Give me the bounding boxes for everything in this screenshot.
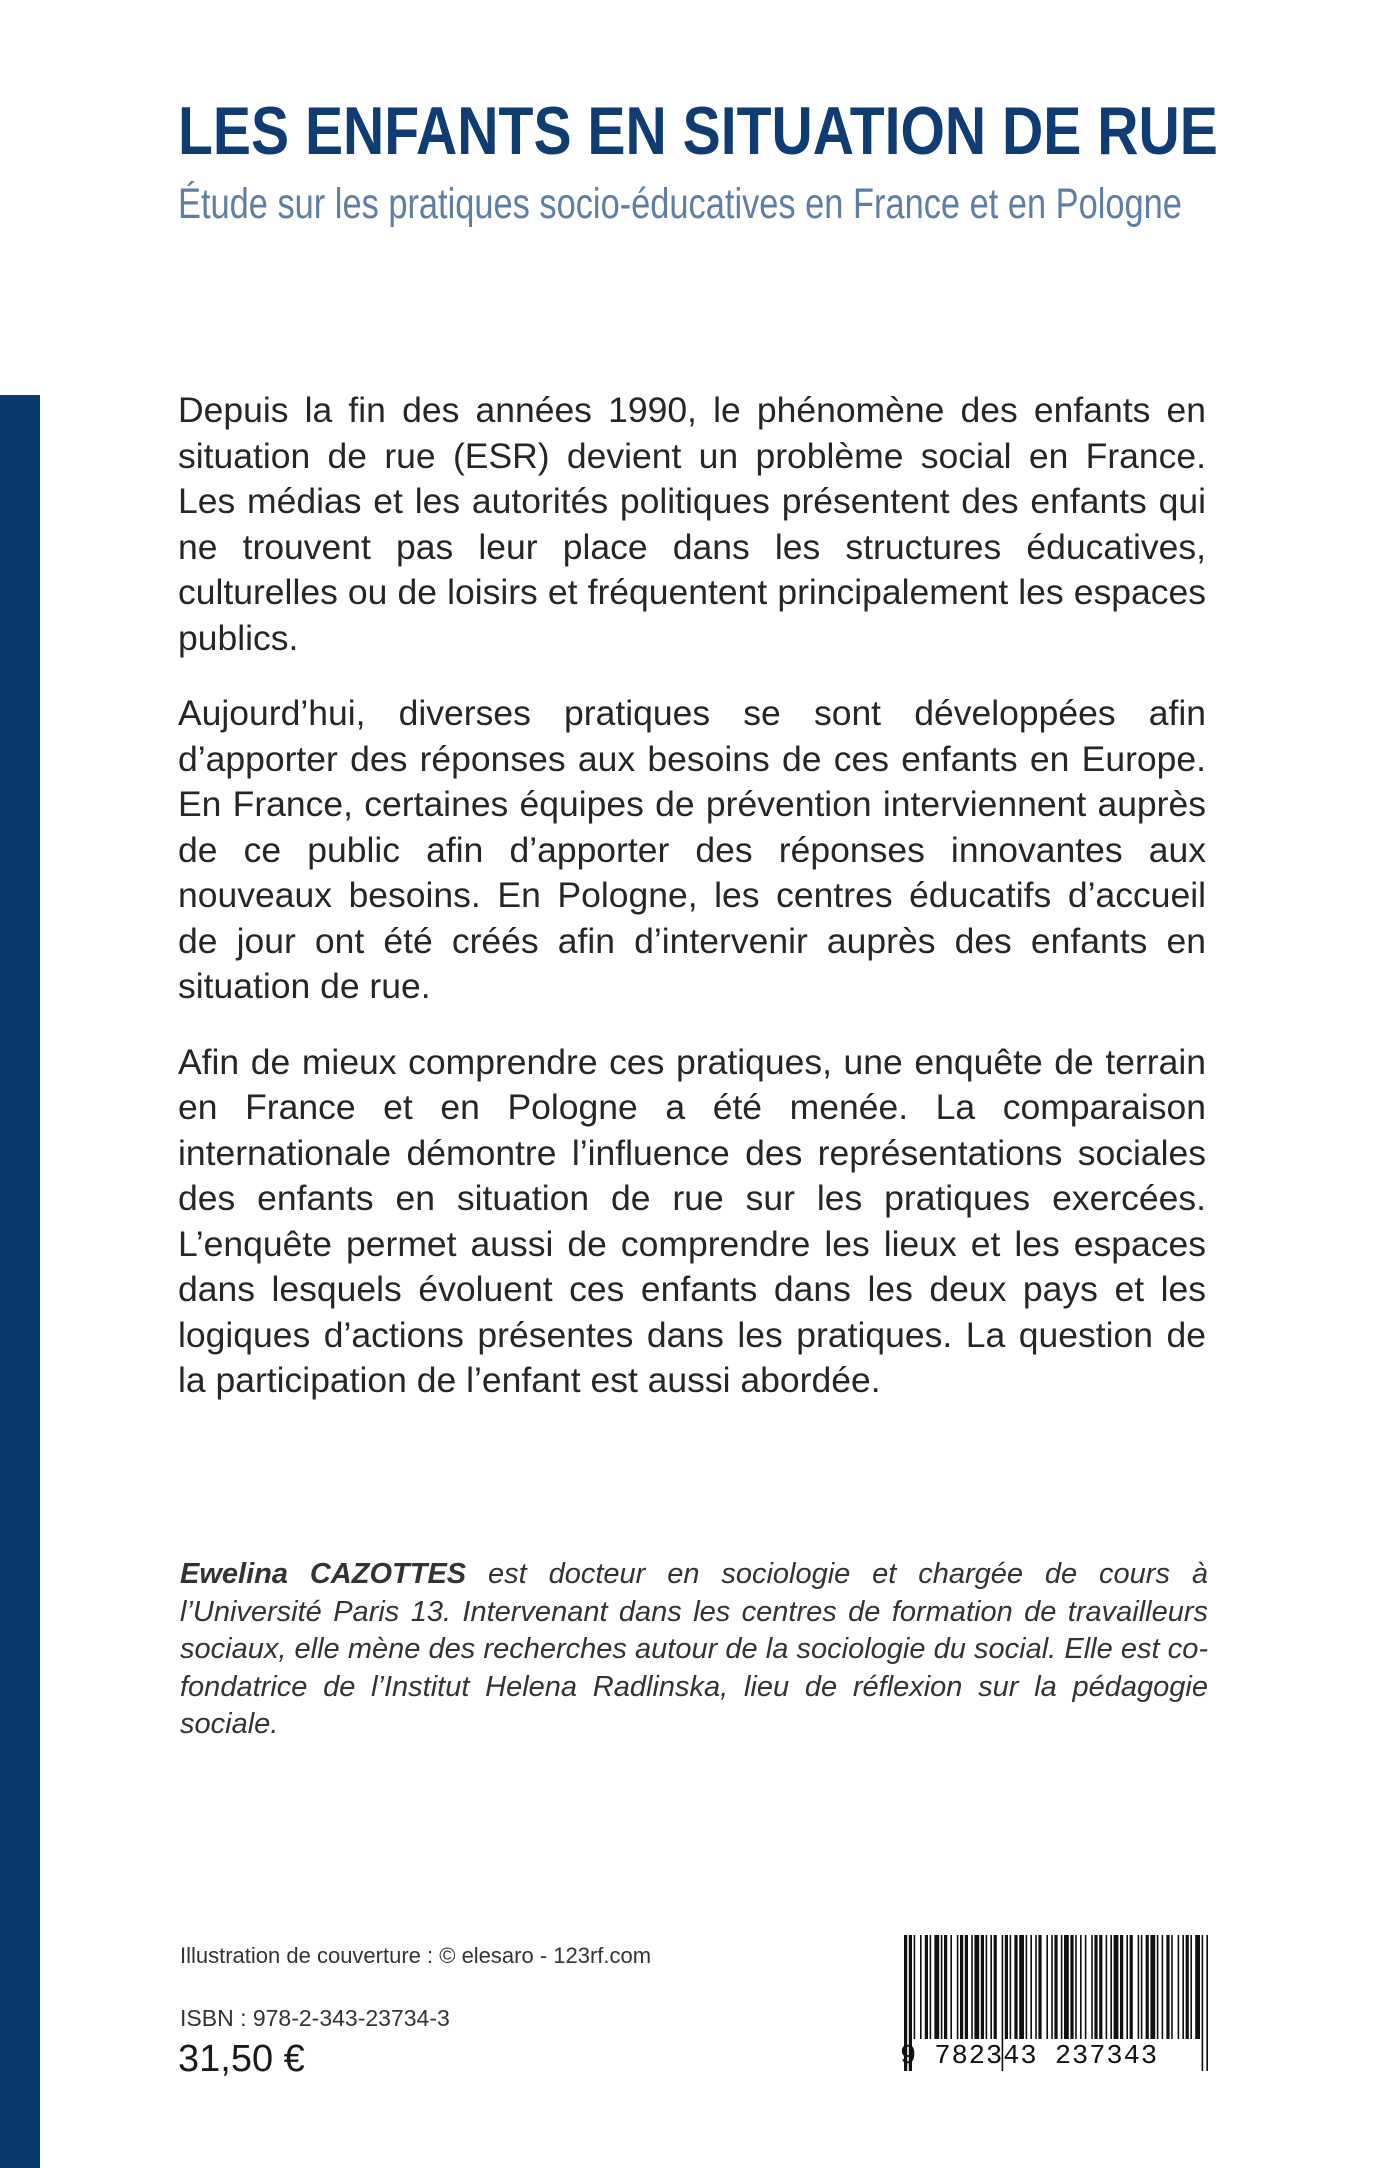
barcode-bar	[1091, 1935, 1093, 2039]
barcode-bar	[925, 1935, 928, 2039]
barcode-bar	[974, 1935, 979, 2039]
barcode-bar	[1051, 1935, 1053, 2039]
barcode-bar	[1195, 1935, 1200, 2039]
barcode-bar	[1190, 1935, 1192, 2039]
barcode-bar	[1150, 1935, 1155, 2039]
barcode-bar	[1030, 1935, 1032, 2039]
cover-illustration-credit: Illustration de couverture : © elesaro - 123rf.com	[180, 1943, 652, 1968]
barcode-bar	[1110, 1935, 1112, 2039]
barcode-bar	[990, 1935, 992, 2039]
barcode-bar	[1085, 1935, 1087, 2039]
barcode-bar	[1035, 1935, 1037, 2039]
barcode-bar	[1166, 1935, 1169, 2039]
price: 31,50 €	[178, 2038, 305, 2080]
barcode-bar	[934, 1935, 939, 2039]
barcode-bar	[930, 1935, 932, 2039]
barcode-bar	[981, 1935, 984, 2039]
barcode-bar	[1099, 1935, 1102, 2039]
barcode-bar	[1046, 1935, 1048, 2039]
barcode-bar	[1014, 1935, 1017, 2039]
barcode-bar	[965, 1935, 968, 2039]
barcode-bar	[1162, 1935, 1164, 2039]
summary-paragraph: Afin de mieux comprendre ces pratiques, une enquête de terrain en France et en Pologne a été menée. La comparaison internationale démontre l’influence des représentations sociales des enfants en situation de rue sur les pratiques exercées. L’enquête permet aussi de comprendre les lieux et les espaces dans lesquels évoluent ces enfants dans les deux pays et les logiques d’actions présentes dans les pratiques. La question de la participation de l’enfant est aussi abordée.	[178, 1041, 1206, 1400]
book-title: LES ENFANTS EN SITUATION DE RUE	[178, 93, 1218, 169]
barcode-bar	[1080, 1935, 1082, 2039]
barcode-bar	[1138, 1935, 1140, 2039]
barcode-bar	[1075, 1935, 1077, 2039]
barcode-bar	[1126, 1935, 1128, 2039]
barcode-bar	[1182, 1935, 1184, 2039]
summary-paragraph: Aujourd’hui, diverses pratiques se sont développées afin d’apporter des réponses aux besoins de ces enfants en Europe. En France, certaines équipes de prévention interviennent auprès de ce public afin d’apporter des réponses innovantes aux nouveaux besoins. En Pologne, les centres éducatifs d’accueil de jour ont été créés afin d’intervenir auprès des enfants en situation de rue.	[178, 693, 1206, 1006]
barcode-bar	[1186, 1935, 1189, 2039]
barcode-bar	[994, 1935, 997, 2039]
barcode-bar	[1157, 1935, 1159, 2039]
book-subtitle: Étude sur les pratiques socio-éducatives en France et en Pologne	[178, 180, 1182, 228]
barcode-bar	[971, 1935, 973, 2039]
barcode-bar	[1141, 1935, 1143, 2039]
barcode-bar	[920, 1935, 922, 2039]
barcode-bar	[1061, 1935, 1063, 2039]
barcode-bar	[1120, 1935, 1123, 2039]
barcode-bar	[1054, 1935, 1057, 2039]
barcode-bar	[1094, 1935, 1097, 2039]
barcode-bar	[1005, 1935, 1008, 2039]
barcode-bar	[1026, 1935, 1028, 2039]
back-cover-summary	[178, 388, 1206, 1434]
author-bio	[180, 1556, 1208, 1744]
author-name: Ewelina CAZOTTES	[180, 1558, 467, 1590]
barcode-bar	[950, 1935, 952, 2039]
side-color-bar	[0, 395, 40, 2168]
barcode-number: 9 782343 237343	[900, 2042, 1159, 2072]
barcode-bar	[914, 1935, 916, 2039]
barcode-bar	[1106, 1935, 1108, 2039]
barcode-bar	[1178, 1935, 1180, 2039]
barcode-bar	[941, 1935, 943, 2039]
author-bio-text: est docteur en sociologie et chargée de cours à l’Université Paris 13. Intervenant dans les centres de formation de travailleurs sociaux, elle mène des recherches autour de la sociologie du social. Elle est co-fondatrice de l’Institut Helena Radlinska, lieu de réflexion sur la pédagogie sociale.	[180, 1558, 1208, 1740]
barcode-bar	[1130, 1935, 1133, 2039]
barcode-bar	[957, 1935, 959, 2039]
barcode-bar	[944, 1935, 947, 2039]
isbn: ISBN : 978-2-343-23734-3	[180, 2005, 450, 2031]
barcode-bar	[986, 1935, 988, 2039]
barcode-bar	[1114, 1935, 1119, 2039]
barcode-bar	[1019, 1935, 1024, 2039]
barcode-bar	[960, 1935, 963, 2039]
barcode-bar	[1038, 1935, 1041, 2039]
barcode-bar	[1064, 1935, 1069, 2039]
barcode-bar	[1010, 1935, 1012, 2039]
barcode-bar	[1146, 1935, 1149, 2039]
barcode-bar	[1070, 1935, 1073, 2039]
barcode-bar	[1171, 1935, 1173, 2039]
summary-paragraph: Depuis la fin des années 1990, le phénomène des enfants en situation de rue (ESR) devient un problème social en France. Les médias et les autorités politiques présentent des enfants qui ne trouvent pas leur place dans les structures éducatives, culturelles ou de loisirs et fréquentent principalement les espaces publics.	[178, 390, 1206, 658]
